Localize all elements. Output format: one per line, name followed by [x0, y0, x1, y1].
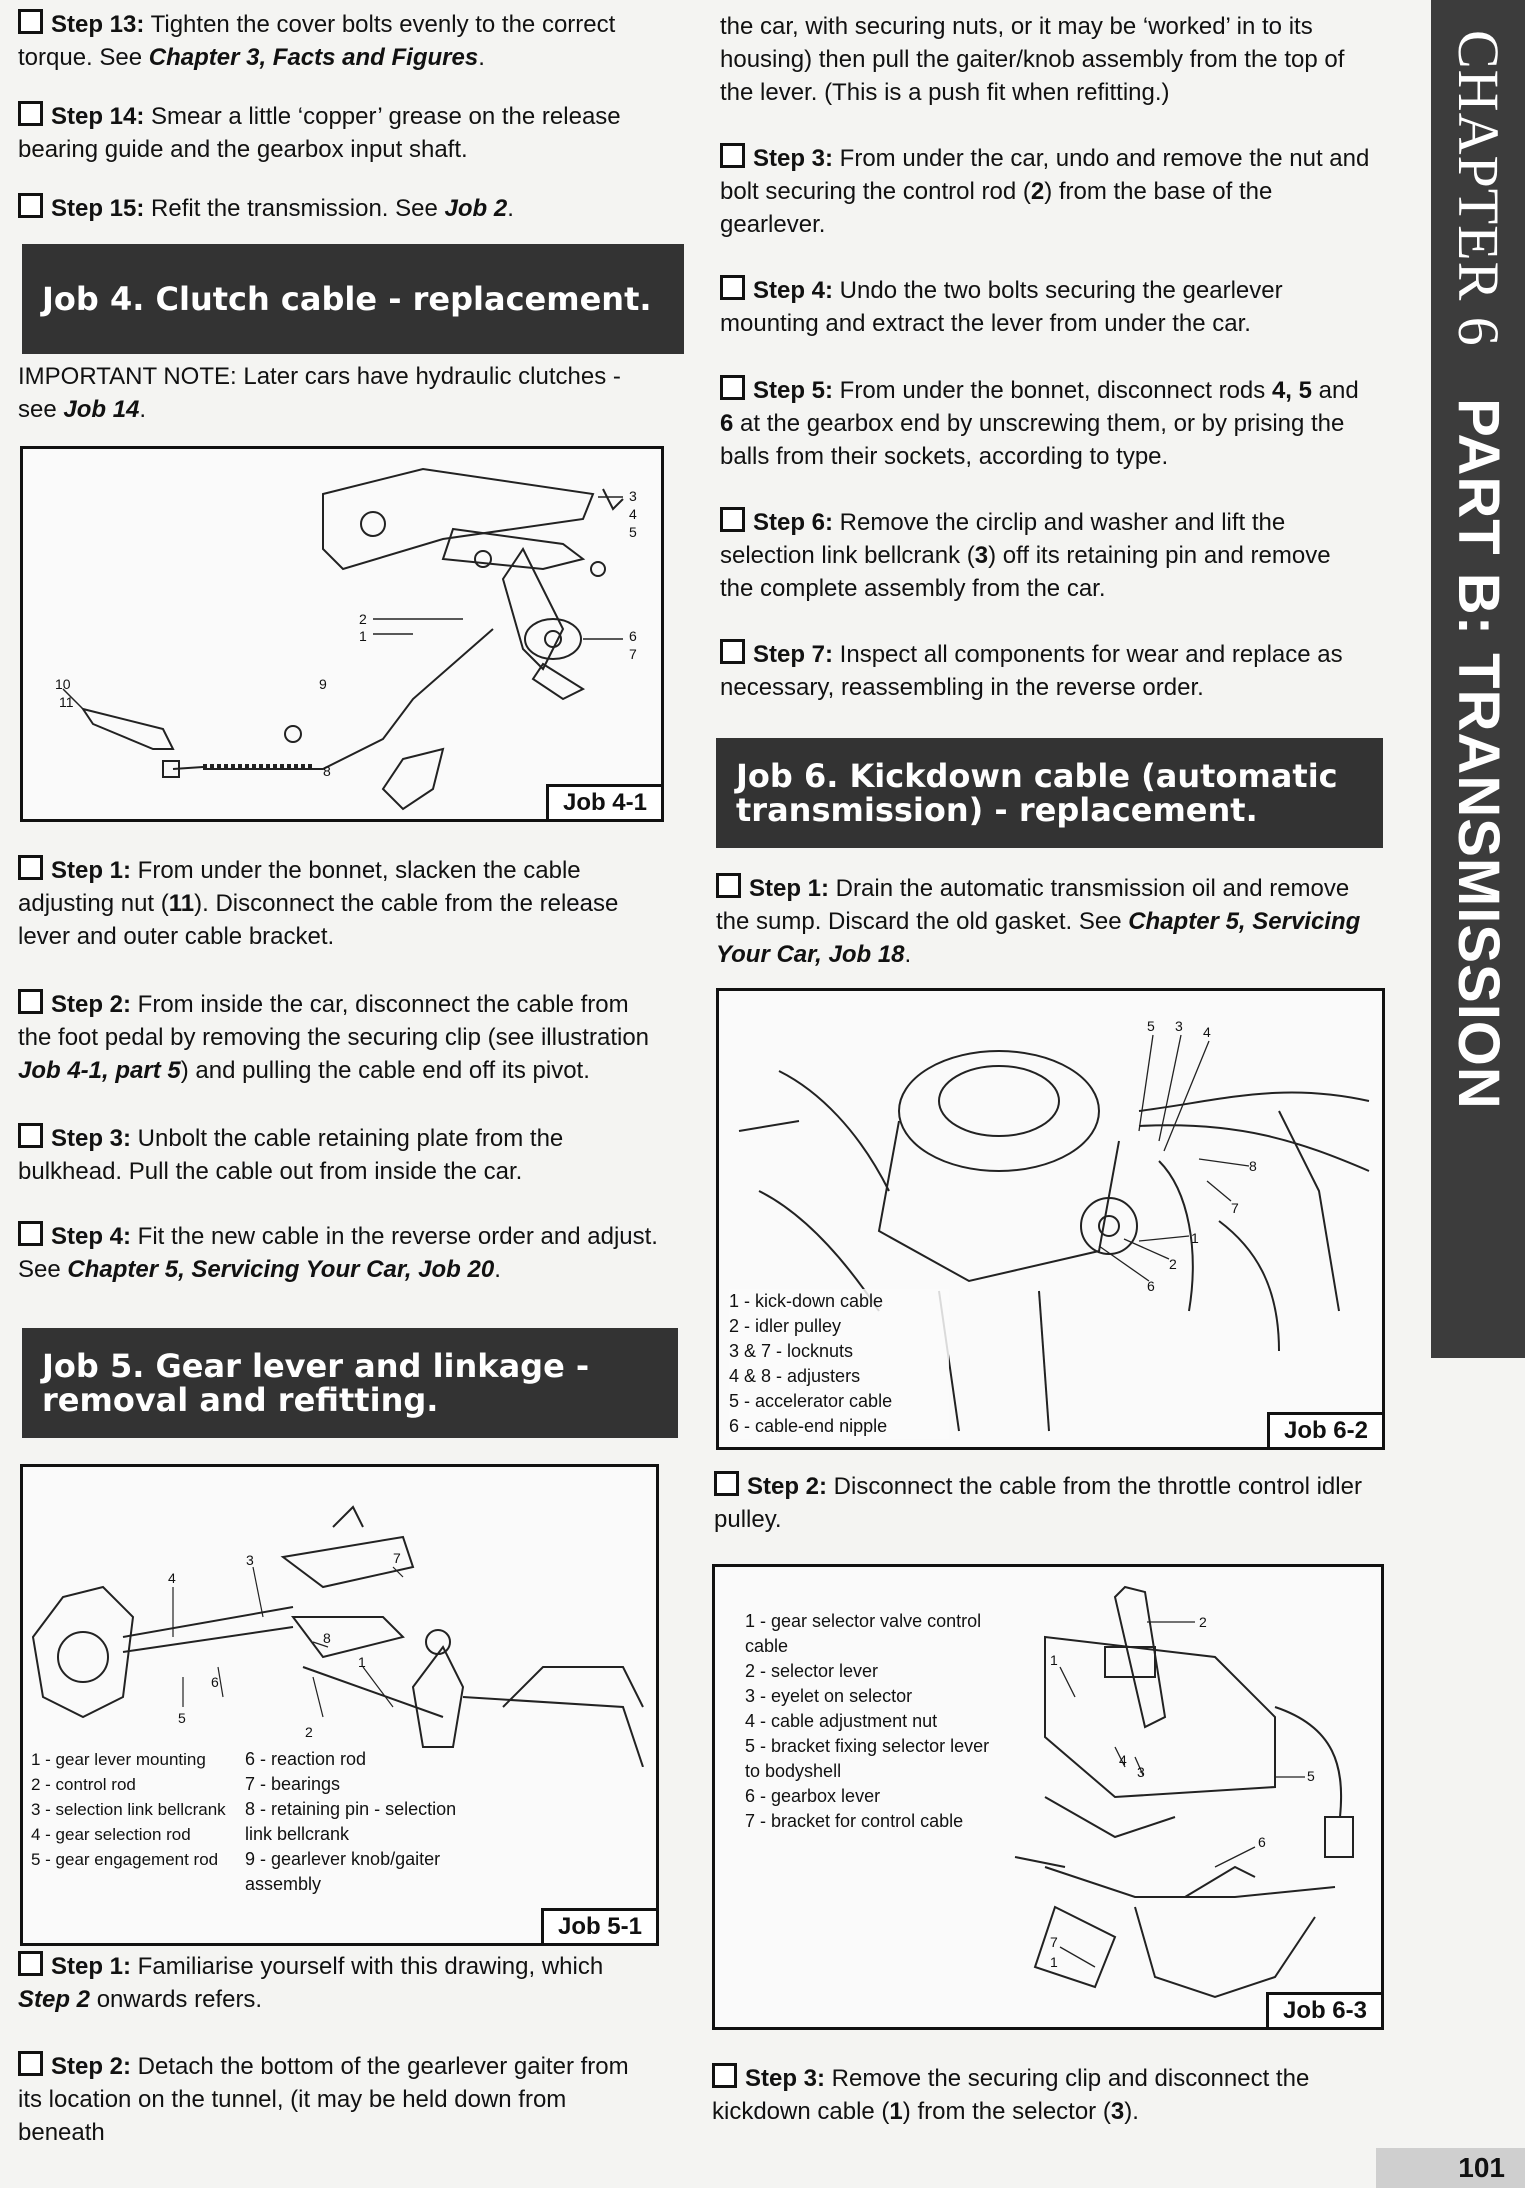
job6-step-2: Step 2: Disconnect the cable from the throttle control idler pulley. [714, 1473, 1362, 1533]
callout-5: 5 [1147, 1018, 1155, 1034]
legend-item: 7 - bearings [245, 1774, 341, 1794]
callout-3: 3 [246, 1552, 254, 1568]
legend-item: 4 - cable adjustment nut [745, 1711, 938, 1731]
legend-item: 2 - control rod [31, 1775, 136, 1794]
job4-step-1: Step 1: From under the bonnet, slacken the cable adjusting nut (11). Disconnect the cable from the release lever and outer cable bracket. [18, 857, 619, 950]
callout-7: 7 [629, 646, 637, 662]
checkbox-icon[interactable] [18, 101, 43, 126]
legend-item: 2 - selector lever [745, 1661, 879, 1681]
callout-10: 10 [55, 676, 71, 692]
job5-step-6: Step 6: Remove the circlip and washer and lift the selection link bellcrank (3) off its retaining pin and remove the complete assembly from the car. [720, 509, 1331, 602]
job4-step-3: Step 3: Unbolt the cable retaining plate from the bulkhead. Pull the cable out from inside the car. [18, 1125, 564, 1185]
step-13: Step 13: Tighten the cover bolts evenly to the correct torque. See Chapter 3, Facts and Figures. [18, 11, 616, 71]
legend-item: 8 - retaining pin - selection link bellcrank [245, 1799, 457, 1844]
callout-1: 1 [359, 628, 367, 644]
page-number: 101 [1376, 2148, 1525, 2188]
checkbox-icon[interactable] [18, 1951, 43, 1976]
callout-2: 2 [305, 1724, 313, 1740]
legend-item: 5 - bracket fixing selector lever to bodyshell [745, 1736, 990, 1781]
callout-8: 8 [323, 763, 331, 779]
callout-6: 6 [211, 1674, 219, 1690]
job6-heading: Job 6. Kickdown cable (automatic transmission) - replacement. [716, 738, 1383, 848]
checkbox-icon[interactable] [18, 2051, 43, 2076]
checkbox-icon[interactable] [716, 873, 741, 898]
job4-step-4: Step 4: Fit the new cable in the reverse order and adjust. See Chapter 5, Servicing Your Car, Job 20. [18, 1223, 658, 1283]
checkbox-icon[interactable] [712, 2063, 737, 2088]
figure-legend-right [245, 1747, 475, 1897]
callout-3: 3 [1175, 1018, 1183, 1034]
callout-5: 5 [1307, 1768, 1315, 1784]
figure-legend [745, 1609, 1005, 1834]
figure-job-6-3 [712, 1564, 1384, 2030]
legend-item: 7 - bracket for control cable [745, 1811, 964, 1831]
legend-item: 3 - eyelet on selector [745, 1686, 913, 1706]
legend-item: 1 - gear selector valve control cable [745, 1611, 982, 1656]
figure-label: Job 6-3 [1266, 1992, 1384, 2030]
callout-6: 6 [629, 628, 637, 644]
legend-item: 2 - idler pulley [729, 1316, 842, 1336]
legend-item: 1 - gear lever mounting [31, 1750, 206, 1769]
step-14: Step 14: Smear a little ‘copper’ grease on the release bearing guide and the gearbox input shaft. [18, 103, 621, 163]
legend-item: 4 & 8 - adjusters [729, 1366, 861, 1386]
checkbox-icon[interactable] [18, 1221, 43, 1246]
checkbox-icon[interactable] [18, 855, 43, 880]
legend-item: 9 - gearlever knob/gaiter assembly [245, 1849, 441, 1894]
callout-1: 1 [358, 1654, 366, 1670]
figure-label: Job 5-1 [541, 1908, 659, 1946]
gear-linkage-diagram [23, 1467, 656, 1767]
callout-6: 6 [1147, 1278, 1155, 1294]
callout-6: 6 [1258, 1834, 1266, 1850]
callout-4: 4 [1203, 1024, 1211, 1040]
job5-step-3: Step 3: From under the car, undo and remove the nut and bolt securing the control rod (2) from the base of the gearlever. [720, 145, 1370, 238]
callout-8: 8 [323, 1630, 331, 1646]
checkbox-icon[interactable] [720, 639, 745, 664]
figure-job-5-1 [20, 1464, 659, 1946]
callout-7: 7 [1050, 1934, 1058, 1950]
callout-7: 7 [1231, 1200, 1239, 1216]
chapter-label: CHAPTER 6 [1446, 30, 1511, 347]
callout-2: 2 [1169, 1256, 1177, 1272]
clutch-cable-diagram [23, 449, 661, 819]
legend-item: 6 - reaction rod [245, 1749, 367, 1769]
job5-step-4: Step 4: Undo the two bolts securing the gearlever mounting and extract the lever from under the car. [720, 277, 1283, 337]
checkbox-icon[interactable] [18, 193, 43, 218]
checkbox-icon[interactable] [720, 275, 745, 300]
callout-2: 2 [359, 611, 367, 627]
callout-4: 4 [1119, 1752, 1127, 1768]
callout-4: 4 [168, 1570, 176, 1586]
continued-text: the car, with securing nuts, or it may be ‘worked’ in to its housing) then pull the gaiter/knob assembly from the top of the lever. (This is a push fit when refitting.) [720, 13, 1345, 106]
checkbox-icon[interactable] [18, 9, 43, 34]
callout-1: 1 [1191, 1230, 1199, 1246]
checkbox-icon[interactable] [720, 143, 745, 168]
job4-heading: Job 4. Clutch cable - replacement. [22, 244, 684, 354]
figure-label: Job 6-2 [1267, 1412, 1385, 1450]
job6-step-1: Step 1: Drain the automatic transmission oil and remove the sump. Discard the old gasket. See Chapter 5, Servicing Your Car, Job 18. [716, 875, 1361, 968]
legend-item: 3 & 7 - locknuts [729, 1341, 854, 1361]
checkbox-icon[interactable] [720, 507, 745, 532]
job5-step-1: Step 1: Familiarise yourself with this drawing, which Step 2 onwards refers. [18, 1953, 604, 2013]
legend-item: 6 - cable-end nipple [729, 1416, 888, 1436]
job4-important-note: IMPORTANT NOTE: Later cars have hydraulic clutches - see Job 14. [18, 363, 621, 423]
callout-3: 3 [629, 488, 637, 504]
figure-job-6-2 [716, 988, 1385, 1450]
job5-step-5: Step 5: From under the bonnet, disconnect rods 4, 5 and 6 at the gearbox end by unscrewing them, or by prising the balls from their sockets, according to type. [720, 377, 1359, 470]
figure-job-4-1 [20, 446, 664, 822]
legend-item: 4 - gear selection rod [31, 1825, 191, 1844]
job6-step-3: Step 3: Remove the securing clip and disconnect the kickdown cable (1) from the selector (3). [712, 2065, 1310, 2125]
checkbox-icon[interactable] [714, 1471, 739, 1496]
callout-2: 2 [1199, 1614, 1207, 1630]
callout-4: 4 [629, 506, 637, 522]
figure-legend-left [31, 1747, 231, 1872]
legend-item: 3 - selection link bellcrank [31, 1800, 226, 1819]
callout-5: 5 [629, 524, 637, 540]
callout-7: 7 [393, 1550, 401, 1566]
callout-1b: 1 [1050, 1954, 1058, 1970]
job5-step-2: Step 2: Detach the bottom of the gearlever gaiter from its location on the tunnel, (it may be held down from beneath [18, 2053, 629, 2146]
callout-9: 9 [319, 676, 327, 692]
callout-5: 5 [178, 1710, 186, 1726]
chapter-sidebar-title [1444, 30, 1512, 1110]
figure-label: Job 4-1 [546, 784, 664, 822]
step-15: Step 15: Refit the transmission. See Job 2. [18, 192, 658, 225]
callout-1: 1 [1050, 1652, 1058, 1668]
legend-item: 5 - gear engagement rod [31, 1850, 219, 1869]
callout-11: 11 [59, 694, 74, 710]
checkbox-icon[interactable] [720, 375, 745, 400]
checkbox-icon[interactable] [18, 1123, 43, 1148]
job4-step-2: Step 2: From inside the car, disconnect the cable from the foot pedal by removing the securing clip (see illustration Job 4-1, part 5) and pulling the cable end off its pivot. [18, 991, 650, 1084]
callout-8: 8 [1249, 1158, 1257, 1174]
legend-item: 1 - kick-down cable [729, 1291, 884, 1311]
legend-item: 5 - accelerator cable [729, 1391, 893, 1411]
job5-heading: Job 5. Gear lever and linkage - removal and refitting. [22, 1328, 678, 1438]
job5-step-7: Step 7: Inspect all components for wear and replace as necessary, reassembling in the reverse order. [720, 641, 1343, 701]
part-label: PART B: TRANSMISSION [1446, 398, 1511, 1110]
legend-item: 6 - gearbox lever [745, 1786, 881, 1806]
callout-3: 3 [1137, 1764, 1145, 1780]
checkbox-icon[interactable] [18, 989, 43, 1014]
figure-legend [729, 1289, 949, 1439]
